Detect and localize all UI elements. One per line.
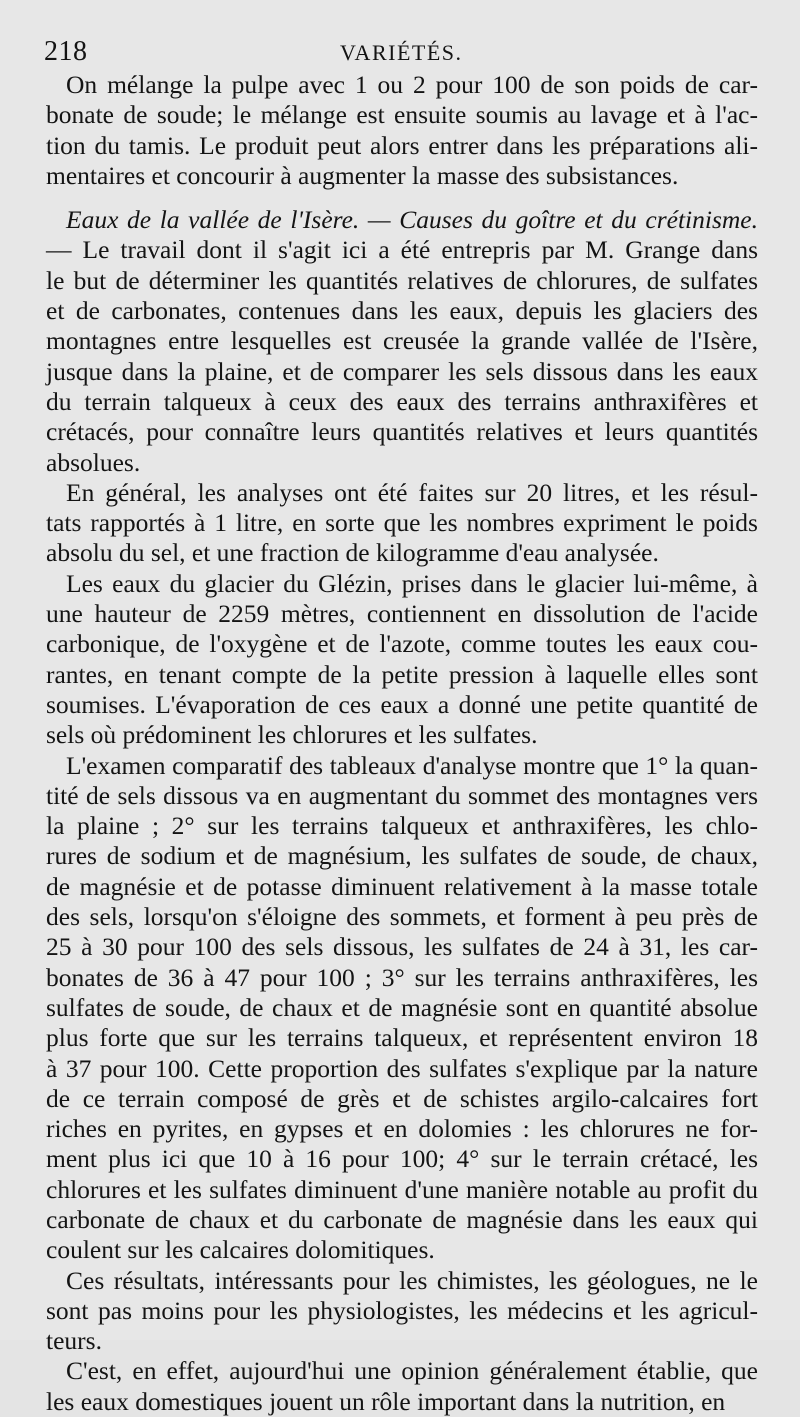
text-line: On mélange la pulpe avec 1 ou 2 pour 100 de son poids de car-: [66, 70, 758, 99]
text-line: sels où prédominent les chlorures et les sulfates.: [46, 720, 538, 750]
body-text: [46, 70, 758, 1417]
text-line: absolues.: [46, 447, 141, 477]
text-line: Eaux de la vallée de l'Isère. — Causes du goître et du crétinisme.: [66, 205, 758, 235]
text-line: L'examen comparatif des tableaux d'analyse montre que 1° la quan-: [66, 750, 758, 780]
text-line: tats rapportés à 1 litre, en sorte que les nombres expriment le poids: [46, 508, 758, 538]
text-line: C'est, en effet, aujourd'hui une opinion généralement établie, que: [66, 1356, 758, 1386]
text-line: des sels, lorsqu'on s'éloigne des sommets, et forment à peu près de: [46, 902, 758, 932]
text-line: les eaux domestiques jouent un rôle important dans la nutrition, en: [46, 1386, 726, 1416]
text-line: rantes, en tenant compte de la petite pression à laquelle elles sont: [46, 659, 758, 689]
text-line: chlorures et les sulfates diminuent d'une manière notable au profit du: [46, 1174, 758, 1204]
paragraph-p4: [46, 569, 758, 751]
text-line: à 37 pour 100. Cette proportion des sulfates s'explique par la nature: [46, 1053, 758, 1083]
text-line: coulent sur les calcaires dolomitiques.: [46, 1235, 435, 1265]
text-line: Ces résultats, intéressants pour les chimistes, les géologues, ne le: [66, 1265, 758, 1295]
text-line: absolu du sel, et une fraction de kilogramme d'eau analysée.: [46, 538, 659, 568]
text-line: carbonate de chaux et du carbonate de magnésie dans les eaux qui: [46, 1204, 758, 1234]
text-line: de magnésie et de potasse diminuent relativement à la masse totale: [46, 871, 758, 901]
text-line: montagnes entre lesquelles est creusée la grande vallée de l'Isère,: [46, 326, 758, 356]
text-line: crétacés, pour connaître leurs quantités relatives et leurs quantités: [46, 417, 758, 447]
paragraph-p1: [46, 70, 758, 191]
paragraph-heading: [46, 205, 758, 478]
text-line: mentaires et concourir à augmenter la masse des subsistances.: [46, 160, 679, 190]
text-line: sont pas moins pour les physiologistes, les médecins et les agricul-: [46, 1295, 758, 1325]
paragraph-p6: [46, 1266, 758, 1357]
text-line: tité de sels dissous va en augmentant du sommet des montagnes vers: [46, 780, 758, 810]
text-line: soumises. L'évaporation de ces eaux a donné une petite quantité de: [46, 689, 758, 719]
text-line: le but de déterminer les quantités relatives de chlorures, de sulfates: [46, 265, 758, 295]
text-line: sulfates de soude, de chaux et de magnésie sont en quantité absolue: [46, 992, 758, 1022]
text-line: tion du tamis. Le produit peut alors entrer dans les préparations ali-: [46, 130, 758, 160]
text-line: bonate de soude; le mélange est ensuite soumis au lavage et à l'ac-: [46, 100, 758, 130]
page-number: 218: [44, 36, 88, 67]
text-line: 25 à 30 pour 100 des sels dissous, les sulfates de 24 à 31, les car-: [46, 932, 758, 962]
text-line: et de carbonates, contenues dans les eaux, depuis les glaciers des: [46, 296, 758, 326]
paragraph-p7: [46, 1356, 758, 1417]
text-line: ment plus ici que 10 à 16 pour 100; 4° sur le terrain crétacé, les: [46, 1144, 758, 1174]
section-title: VARIÉTÉS.: [340, 40, 463, 65]
text-line: de ce terrain composé de grès et de schistes argilo-calcaires fort: [46, 1083, 758, 1113]
running-head: [44, 36, 754, 68]
text-line: teurs.: [46, 1326, 102, 1356]
text-line: la plaine ; 2° sur les terrains talqueux et anthraxifères, les chlo-: [46, 811, 758, 841]
text-line: plus forte que sur les terrains talqueux, et représentent environ 18: [46, 1023, 758, 1053]
paragraph-p5: [46, 751, 758, 1266]
text-line: du terrain talqueux à ceux des eaux des terrains anthraxifères et: [46, 386, 758, 416]
text-line: Les eaux du glacier du Glézin, prises dans le glacier lui-même, à: [66, 568, 758, 598]
text-line: carbonique, de l'oxygène et de l'azote, comme toutes les eaux cou-: [46, 629, 758, 659]
text-line: En général, les analyses ont été faites sur 20 litres, et les résul-: [66, 477, 758, 507]
text-line: une hauteur de 2259 mètres, contiennent en dissolution de l'acide: [46, 599, 758, 629]
paragraph-p3: [46, 478, 758, 569]
text-line: rures de sodium et de magnésium, les sulfates de soude, de chaux,: [46, 841, 758, 871]
text-line: — Le travail dont il s'agit ici a été entrepris par M. Grange dans: [46, 235, 758, 265]
text-line: riches en pyrites, en gypses et en dolomies : les chlorures ne for-: [46, 1114, 758, 1144]
paragraph-gap: [46, 191, 758, 205]
text-line: bonates de 36 à 47 pour 100 ; 3° sur les terrains anthraxifères, les: [46, 962, 758, 992]
text-line: jusque dans la plaine, et de comparer les sels dissous dans les eaux: [46, 356, 758, 386]
